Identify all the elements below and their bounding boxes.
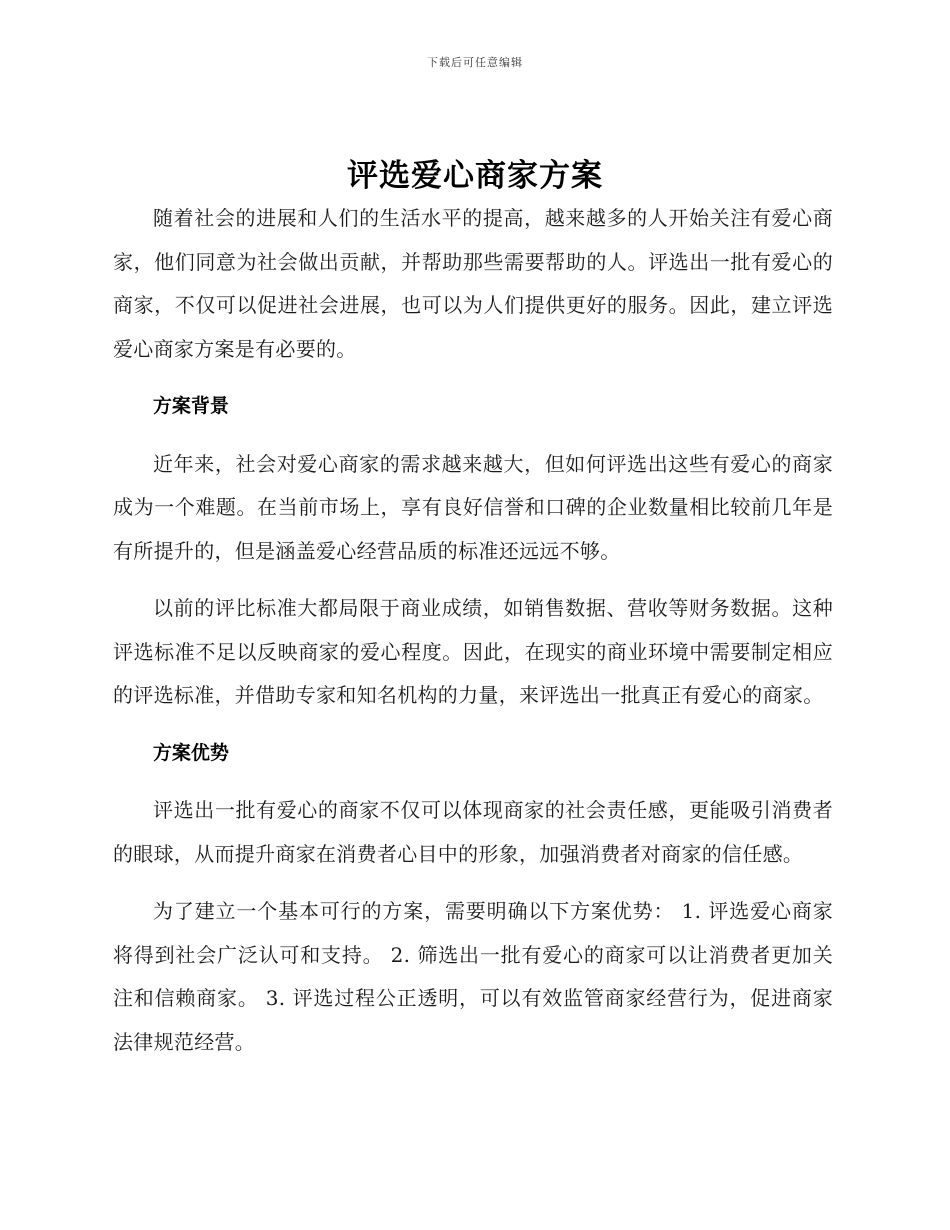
paragraph: 以前的评比标准大都局限于商业成绩，如销售数据、营收等财务数据。这种评选标准不足以反映商家的爱心程度。因此，在现实的商业环境中需要制定相应的评选标准，并借助专家和知名机构的力量，来评选出一批真正有爱心的商家。 <box>113 596 833 707</box>
intro-paragraph: 随着社会的进展和人们的生活水平的提高，越来越多的人开始关注有爱心商家，他们同意为社会做出贡献，并帮助那些需要帮助的人。评选出一批有爱心的商家，不仅可以促进社会进展，也可以为人们提供更好的服务。因此，建立评选爱心商家方案是有必要的。 <box>113 206 833 361</box>
document-title: 评选爱心商家方案 <box>347 158 603 194</box>
section-heading: 方案优势 <box>152 741 229 764</box>
paragraph: 为了建立一个基本可行的方案，需要明确以下方案优势： 1. 评选爱心商家将得到社会广泛认可和支持。 2. 筛选出一批有爱心的商家可以让消费者更加关注和信赖商家。 3. 评选过程公正透明，可以有效监管商家经营行为，促进商家法律规范经营。 <box>113 899 833 1054</box>
section-advantages <box>113 732 833 1065</box>
header-note: 下载后可任意编辑 <box>427 56 523 69</box>
paragraph: 评选出一批有爱心的商家不仅可以体现商家的社会责任感，更能吸引消费者的眼球，从而提升商家在消费者心目中的形象，加强消费者对商家的信任感。 <box>113 798 833 866</box>
paragraph: 近年来，社会对爱心商家的需求越来越大，但如何评选出这些有爱心的商家成为一个难题。在当前市场上，享有良好信誉和口碑的企业数量相比较前几年是有所提升的，但是涵盖爱心经营品质的标准还远远不够。 <box>113 451 833 563</box>
document-body <box>113 197 833 1078</box>
section-heading: 方案背景 <box>152 395 229 417</box>
section-background <box>113 385 833 718</box>
